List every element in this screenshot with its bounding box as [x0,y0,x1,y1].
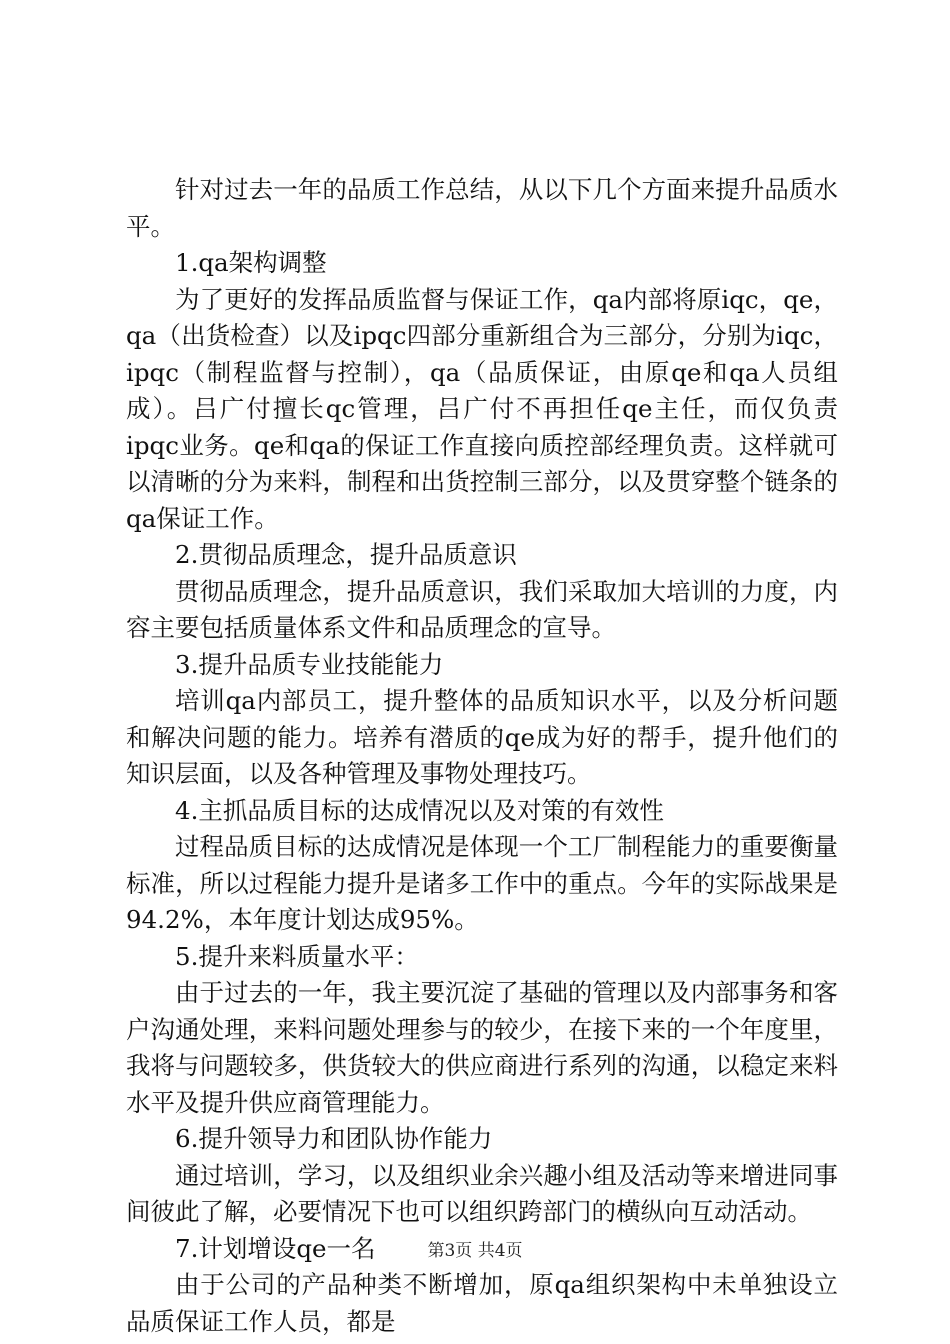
section-6-body: 通过培训，学习，以及组织业余兴趣小组及活动等来增进同事间彼此了解，必要情况下也可以组织跨部门的横纵向互动活动。 [126,1160,838,1226]
section-1-heading: 1.qa架构调整 [175,248,327,277]
section-7-body: 由于公司的产品种类不断增加，原qa组织架构中未单独设立品质保证工作人员，都是 [126,1270,838,1336]
page-footer: 第3页 共4页 [427,1241,523,1261]
section-5-heading: 5.提升来料质量水平： [175,941,419,971]
section-6-heading: 6.提升领导力和团队协作能力 [175,1124,493,1153]
document-body [126,172,838,1340]
section-3-body: 培训qa内部员工，提升整体的品质知识水平，以及分析问题和解决问题的能力。培养有潜质的qe成为好的帮手，提升他们的知识层面，以及各种管理及事物处理技巧。 [126,686,838,788]
section-5-body: 由于过去的一年，我主要沉淀了基础的管理以及内部事务和客户沟通处理，来料问题处理参与的较少，在接下来的一个年度里，我将与问题较多，供货较大的供应商进行系列的沟通，以稳定来料水平及提升供应商管理能力。 [126,978,838,1117]
section-2-heading: 2.贯彻品质理念，提升品质意识 [175,540,517,569]
section-1-body: 为了更好的发挥品质监督与保证工作，qa内部将原iqc，qe，qa（出货检查）以及ipqc四部分重新组合为三部分，分别为iqc，ipqc（制程监督与控制），qa（品质保证，由原qe和qa人员组成）。吕广付擅长qc管理，吕广付不再担任qe主任，而仅负责ipqc业务。qe和qa的保证工作直接向质控部经理负责。这样就可以清晰的分为来料，制程和出货控制三部分，以及贯穿整个链条的qa保证工作。 [126,284,838,533]
section-4-heading: 4.主抓品质目标的达成情况以及对策的有效性 [175,795,664,825]
section-2-body: 贯彻品质理念，提升品质意识，我们采取加大培训的力度，内容主要包括质量体系文件和品质理念的宣导。 [126,576,838,642]
section-3-heading: 3.提升品质专业技能能力 [175,649,444,679]
section-4-body: 过程品质目标的达成情况是体现一个工厂制程能力的重要衡量标准，所以过程能力提升是诸多工作中的重点。今年的实际战果是94.2%，本年度计划达成95%。 [126,832,838,934]
intro-paragraph: 针对过去一年的品质工作总结，从以下几个方面来提升品质水平。 [126,175,838,241]
section-7-heading: 7.计划增设qe一名 [175,1233,376,1263]
